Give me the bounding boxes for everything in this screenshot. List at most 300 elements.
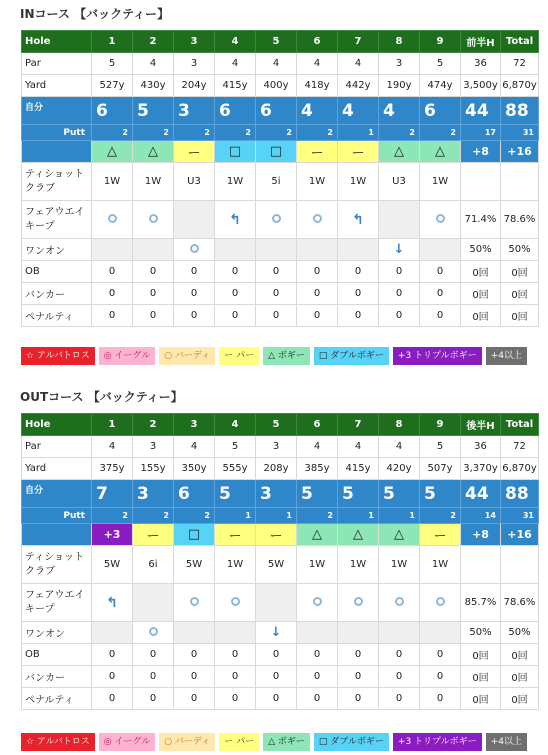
fairway-cell xyxy=(256,584,297,622)
putt-value: 2 xyxy=(245,128,251,137)
hole-number: 1 xyxy=(92,414,133,436)
tee-total xyxy=(501,163,539,201)
score-half-value: 44 xyxy=(465,100,489,121)
par-total: 72 xyxy=(501,436,539,458)
fairway-hit-icon xyxy=(272,214,281,223)
par-cell: 4 xyxy=(338,436,379,458)
putt-value: 1 xyxy=(368,511,374,520)
penalty-cell: 0 xyxy=(420,305,461,327)
par-cell: 4 xyxy=(256,53,297,75)
penalty-cell: 0 xyxy=(174,305,215,327)
fairway-hit-icon xyxy=(436,214,445,223)
fairway-label: フェアウエイキープ xyxy=(22,201,92,239)
tee-club-cell: 1W xyxy=(420,546,461,584)
fairway-half: 85.7% xyxy=(461,584,501,622)
ob-cell: 0 xyxy=(338,644,379,666)
bunker-cell: 0 xyxy=(256,666,297,688)
result-birdie-cell: △ xyxy=(420,141,461,163)
bunker-row xyxy=(22,283,539,305)
hole-number: 4 xyxy=(215,31,256,53)
ob-cell: 0 xyxy=(256,261,297,283)
ob-cell: 0 xyxy=(92,261,133,283)
yard-cell: 420y xyxy=(379,458,420,480)
tee-club-cell: U3 xyxy=(174,163,215,201)
score-value: 6 xyxy=(219,100,231,121)
tee-total xyxy=(501,546,539,584)
result-bogey-cell: □ xyxy=(256,141,297,163)
fairway-cell xyxy=(133,201,174,239)
score-cell xyxy=(92,480,133,508)
fairway-half: 71.4% xyxy=(461,201,501,239)
fairway-cell xyxy=(420,584,461,622)
putt-value: 2 xyxy=(327,511,333,520)
bunker-half: 0回 xyxy=(461,283,501,305)
score-total xyxy=(501,97,539,125)
par-cell: 4 xyxy=(338,53,379,75)
bunker-cell: 0 xyxy=(256,283,297,305)
hole-number: 6 xyxy=(297,414,338,436)
yard-cell: 350y xyxy=(174,458,215,480)
one-on-total: 50% xyxy=(501,622,539,644)
one-on-row xyxy=(22,239,539,261)
result-birdie-cell: △ xyxy=(92,141,133,163)
total-label: Total xyxy=(501,31,539,53)
yard-cell: 415y xyxy=(338,458,379,480)
putt-value: 2 xyxy=(122,128,128,137)
one-on-cell xyxy=(92,622,133,644)
putt-cell xyxy=(338,508,379,524)
ob-cell: 0 xyxy=(379,644,420,666)
score-value: 6 xyxy=(178,483,190,504)
legend-par: ー パー xyxy=(219,347,259,365)
one-on-cell xyxy=(379,622,420,644)
score-row xyxy=(22,480,539,508)
legend-four-plus: +4以上 xyxy=(486,347,527,365)
legend-triple-bogey: +3 トリプルボギー xyxy=(393,733,482,751)
one-on-cell xyxy=(256,239,297,261)
hole-number: 3 xyxy=(174,31,215,53)
one-on-cell xyxy=(174,622,215,644)
putt-label: Putt xyxy=(22,508,92,524)
hole-header-row xyxy=(22,414,539,436)
tee-club-cell: 1W xyxy=(297,163,338,201)
score-row xyxy=(22,97,539,125)
score-value: 4 xyxy=(301,100,313,121)
putt-value: 1 xyxy=(245,511,251,520)
one-on-cell xyxy=(297,622,338,644)
ob-cell: 0 xyxy=(215,261,256,283)
putt-cell xyxy=(338,125,379,141)
penalty-cell: 0 xyxy=(297,688,338,710)
putt-cell xyxy=(133,125,174,141)
legend-four-plus: +4以上 xyxy=(486,733,527,751)
hole-number: 7 xyxy=(338,414,379,436)
fairway-hit-icon xyxy=(190,244,199,253)
bunker-cell: 0 xyxy=(338,666,379,688)
tee-club-cell: 6i xyxy=(133,546,174,584)
putt-value: 2 xyxy=(327,128,333,137)
putt-cell xyxy=(379,125,420,141)
fairway-hit-icon xyxy=(149,214,158,223)
score-value: 5 xyxy=(219,483,231,504)
yard-cell: 418y xyxy=(297,75,338,97)
one-on-half: 50% xyxy=(461,239,501,261)
tee-club-cell: 5W xyxy=(92,546,133,584)
score-half xyxy=(461,480,501,508)
out-course-scorecard xyxy=(21,413,539,710)
ob-cell: 0 xyxy=(379,261,420,283)
result-row xyxy=(22,524,539,546)
one-on-cell xyxy=(379,239,420,261)
hole-number: 8 xyxy=(379,414,420,436)
par-cell: 3 xyxy=(256,436,297,458)
ob-cell: 0 xyxy=(338,261,379,283)
putt-cell xyxy=(256,508,297,524)
putt-value: 2 xyxy=(163,128,169,137)
result-label-cell xyxy=(22,524,92,546)
one-on-label: ワンオン xyxy=(22,622,92,644)
bunker-cell: 0 xyxy=(133,283,174,305)
bunker-cell: 0 xyxy=(420,283,461,305)
fairway-hit-icon xyxy=(436,597,445,606)
tee-club-cell: 1W xyxy=(215,546,256,584)
putt-value: 2 xyxy=(286,128,292,137)
bunker-cell: 0 xyxy=(215,666,256,688)
putt-total xyxy=(501,508,539,524)
ob-total: 0回 xyxy=(501,644,539,666)
penalty-cell: 0 xyxy=(133,305,174,327)
fairway-row xyxy=(22,201,539,239)
hole-number: 9 xyxy=(420,414,461,436)
one-on-row xyxy=(22,622,539,644)
one-on-cell xyxy=(133,622,174,644)
hole-label: Hole xyxy=(22,414,92,436)
result-row xyxy=(22,141,539,163)
tee-half xyxy=(461,546,501,584)
par-label: Par xyxy=(22,53,92,75)
one-on-total: 50% xyxy=(501,239,539,261)
self-label: 自分 xyxy=(22,97,92,125)
putt-value: 1 xyxy=(286,511,292,520)
one-on-cell xyxy=(420,622,461,644)
bunker-total: 0回 xyxy=(501,666,539,688)
fairway-cell xyxy=(174,201,215,239)
yard-cell: 208y xyxy=(256,458,297,480)
yard-total: 6,870y xyxy=(501,458,539,480)
putt-cell xyxy=(174,125,215,141)
yard-cell: 385y xyxy=(297,458,338,480)
fairway-hit-icon xyxy=(313,214,322,223)
in-course-scorecard xyxy=(21,30,539,327)
par-half: 36 xyxy=(461,436,501,458)
score-value: 3 xyxy=(260,483,272,504)
result-bogey-cell: □ xyxy=(215,141,256,163)
putt-row xyxy=(22,125,539,141)
bunker-cell: 0 xyxy=(215,283,256,305)
one-on-cell xyxy=(338,239,379,261)
penalty-cell: 0 xyxy=(338,688,379,710)
putt-value: 2 xyxy=(450,511,456,520)
score-cell xyxy=(420,97,461,125)
penalty-cell: 0 xyxy=(379,305,420,327)
score-cell xyxy=(215,97,256,125)
bunker-row xyxy=(22,666,539,688)
fairway-cell xyxy=(92,201,133,239)
bunker-label: バンカー xyxy=(22,666,92,688)
par-cell: 4 xyxy=(379,436,420,458)
putt-half-value: 17 xyxy=(484,128,496,137)
yard-cell: 430y xyxy=(133,75,174,97)
miss-left-arrow-icon: ↰ xyxy=(229,211,241,228)
putt-total-value: 31 xyxy=(522,128,534,137)
tee-club-cell: 1W xyxy=(338,163,379,201)
fairway-hit-icon xyxy=(231,597,240,606)
penalty-half: 0回 xyxy=(461,688,501,710)
ob-cell: 0 xyxy=(297,261,338,283)
result-par-cell: ー xyxy=(215,524,256,546)
result-label-cell xyxy=(22,141,92,163)
penalty-cell: 0 xyxy=(215,305,256,327)
legend-birdie: ○ バーディ xyxy=(159,733,215,751)
tee-club-label: ティショットクラブ xyxy=(22,546,92,584)
fairway-hit-icon xyxy=(149,627,158,636)
par-cell: 4 xyxy=(174,436,215,458)
bunker-cell: 0 xyxy=(297,666,338,688)
fairway-total: 78.6% xyxy=(501,584,539,622)
tee-club-label: ティショットクラブ xyxy=(22,163,92,201)
par-cell: 5 xyxy=(420,436,461,458)
yard-label: Yard xyxy=(22,75,92,97)
yard-cell: 474y xyxy=(420,75,461,97)
penalty-cell: 0 xyxy=(92,688,133,710)
putt-cell xyxy=(133,508,174,524)
one-on-cell xyxy=(256,622,297,644)
score-value: 5 xyxy=(424,483,436,504)
one-on-label: ワンオン xyxy=(22,239,92,261)
legend-out xyxy=(21,733,527,751)
ob-label: OB xyxy=(22,261,92,283)
par-cell: 5 xyxy=(420,53,461,75)
bunker-cell: 0 xyxy=(420,666,461,688)
hole-number: 7 xyxy=(338,31,379,53)
score-cell xyxy=(215,480,256,508)
putt-cell xyxy=(256,125,297,141)
one-on-half: 50% xyxy=(461,622,501,644)
fairway-cell xyxy=(297,201,338,239)
miss-left-arrow-icon: ↰ xyxy=(106,594,118,611)
result-par-cell: ー xyxy=(256,524,297,546)
fairway-cell xyxy=(420,201,461,239)
result-par-cell: ー xyxy=(338,141,379,163)
one-on-cell xyxy=(420,239,461,261)
penalty-cell: 0 xyxy=(420,688,461,710)
ob-cell: 0 xyxy=(297,644,338,666)
ob-half: 0回 xyxy=(461,261,501,283)
score-half-value: 44 xyxy=(465,483,489,504)
putt-total xyxy=(501,125,539,141)
score-total-value: 88 xyxy=(505,100,529,121)
result-half: +8 xyxy=(461,141,501,163)
fairway-total: 78.6% xyxy=(501,201,539,239)
hole-number: 8 xyxy=(379,31,420,53)
score-value: 6 xyxy=(260,100,272,121)
bunker-half: 0回 xyxy=(461,666,501,688)
fairway-cell xyxy=(379,584,420,622)
par-row xyxy=(22,436,539,458)
fairway-cell xyxy=(215,201,256,239)
hole-number: 1 xyxy=(92,31,133,53)
hole-number: 2 xyxy=(133,31,174,53)
result-birdie-cell: △ xyxy=(297,524,338,546)
penalty-total: 0回 xyxy=(501,688,539,710)
result-par-cell: ー xyxy=(297,141,338,163)
ob-cell: 0 xyxy=(420,644,461,666)
score-cell xyxy=(297,480,338,508)
fairway-hit-icon xyxy=(313,597,322,606)
legend-eagle: ◎ イーグル xyxy=(99,347,155,365)
score-value: 5 xyxy=(137,100,149,121)
hole-number: 6 xyxy=(297,31,338,53)
tee-club-cell: 1W xyxy=(379,546,420,584)
tee-club-cell: 5W xyxy=(256,546,297,584)
one-on-cell xyxy=(174,239,215,261)
ob-cell: 0 xyxy=(174,261,215,283)
score-value: 5 xyxy=(301,483,313,504)
par-half: 36 xyxy=(461,53,501,75)
tee-club-cell: 1W xyxy=(92,163,133,201)
ob-label: OB xyxy=(22,644,92,666)
out-course-title: OUTコース 【バックティー】 xyxy=(20,390,183,404)
par-cell: 4 xyxy=(297,53,338,75)
par-cell: 4 xyxy=(133,53,174,75)
one-on-cell xyxy=(92,239,133,261)
score-value: 5 xyxy=(342,483,354,504)
penalty-cell: 0 xyxy=(297,305,338,327)
bunker-label: バンカー xyxy=(22,283,92,305)
fairway-cell xyxy=(297,584,338,622)
penalty-row xyxy=(22,688,539,710)
half-label: 後半H xyxy=(461,414,501,436)
result-half: +8 xyxy=(461,524,501,546)
score-cell xyxy=(379,480,420,508)
result-bogey-cell: □ xyxy=(174,524,215,546)
penalty-cell: 0 xyxy=(215,688,256,710)
putt-value: 1 xyxy=(409,511,415,520)
fairway-label: フェアウエイキープ xyxy=(22,584,92,622)
legend-bogey: △ ボギー xyxy=(263,733,310,751)
penalty-label: ペナルティ xyxy=(22,305,92,327)
putt-value: 2 xyxy=(204,128,210,137)
hole-number: 2 xyxy=(133,414,174,436)
bunker-cell: 0 xyxy=(297,283,338,305)
yard-row xyxy=(22,75,539,97)
score-cell xyxy=(133,97,174,125)
bunker-cell: 0 xyxy=(133,666,174,688)
score-cell xyxy=(338,480,379,508)
result-birdie-cell: △ xyxy=(379,524,420,546)
yard-cell: 442y xyxy=(338,75,379,97)
score-half xyxy=(461,97,501,125)
fairway-row xyxy=(22,584,539,622)
half-label: 前半H xyxy=(461,31,501,53)
tee-club-row xyxy=(22,163,539,201)
yard-cell: 375y xyxy=(92,458,133,480)
yard-row xyxy=(22,458,539,480)
fairway-hit-icon xyxy=(354,597,363,606)
legend-albatross: ☆ アルバトロス xyxy=(21,733,95,751)
bunker-cell: 0 xyxy=(92,666,133,688)
result-total: +16 xyxy=(501,141,539,163)
result-birdie-cell: △ xyxy=(338,524,379,546)
par-label: Par xyxy=(22,436,92,458)
score-value: 6 xyxy=(96,100,108,121)
bunker-cell: 0 xyxy=(174,666,215,688)
ob-row xyxy=(22,644,539,666)
yard-cell: 190y xyxy=(379,75,420,97)
result-par-cell: ー xyxy=(133,524,174,546)
yard-cell: 555y xyxy=(215,458,256,480)
tee-club-cell: 5i xyxy=(256,163,297,201)
hole-label: Hole xyxy=(22,31,92,53)
legend-par: ー パー xyxy=(219,733,259,751)
tee-club-cell: 1W xyxy=(297,546,338,584)
bunker-cell: 0 xyxy=(338,283,379,305)
par-cell: 5 xyxy=(92,53,133,75)
score-cell xyxy=(256,480,297,508)
self-label: 自分 xyxy=(22,480,92,508)
result-birdie-cell: △ xyxy=(133,141,174,163)
score-value: 7 xyxy=(96,483,108,504)
score-cell xyxy=(92,97,133,125)
putt-label: Putt xyxy=(22,125,92,141)
putt-value: 2 xyxy=(122,511,128,520)
par-cell: 4 xyxy=(92,436,133,458)
score-value: 4 xyxy=(383,100,395,121)
fairway-cell xyxy=(338,584,379,622)
putt-value: 1 xyxy=(368,128,374,137)
ob-half: 0回 xyxy=(461,644,501,666)
score-total-value: 88 xyxy=(505,483,529,504)
score-value: 5 xyxy=(383,483,395,504)
one-on-cell xyxy=(215,239,256,261)
putt-cell xyxy=(215,125,256,141)
penalty-half: 0回 xyxy=(461,305,501,327)
bunker-total: 0回 xyxy=(501,283,539,305)
ob-cell: 0 xyxy=(174,644,215,666)
putt-cell xyxy=(92,508,133,524)
putt-half xyxy=(461,125,501,141)
score-cell xyxy=(174,97,215,125)
penalty-cell: 0 xyxy=(174,688,215,710)
score-value: 3 xyxy=(137,483,149,504)
legend-double-bogey: □ ダブルボギー xyxy=(314,347,389,365)
hole-header-row xyxy=(22,31,539,53)
tee-club-cell: 1W xyxy=(338,546,379,584)
putt-cell xyxy=(379,508,420,524)
ob-cell: 0 xyxy=(133,261,174,283)
tee-club-cell: 1W xyxy=(215,163,256,201)
fairway-cell xyxy=(379,201,420,239)
legend-bogey: △ ボギー xyxy=(263,347,310,365)
tee-club-cell: U3 xyxy=(379,163,420,201)
fairway-cell xyxy=(92,584,133,622)
par-cell: 5 xyxy=(215,436,256,458)
putt-cell xyxy=(420,125,461,141)
legend-triple-bogey: +3 トリプルボギー xyxy=(393,347,482,365)
hole-number: 9 xyxy=(420,31,461,53)
hole-number: 4 xyxy=(215,414,256,436)
hole-number: 5 xyxy=(256,31,297,53)
